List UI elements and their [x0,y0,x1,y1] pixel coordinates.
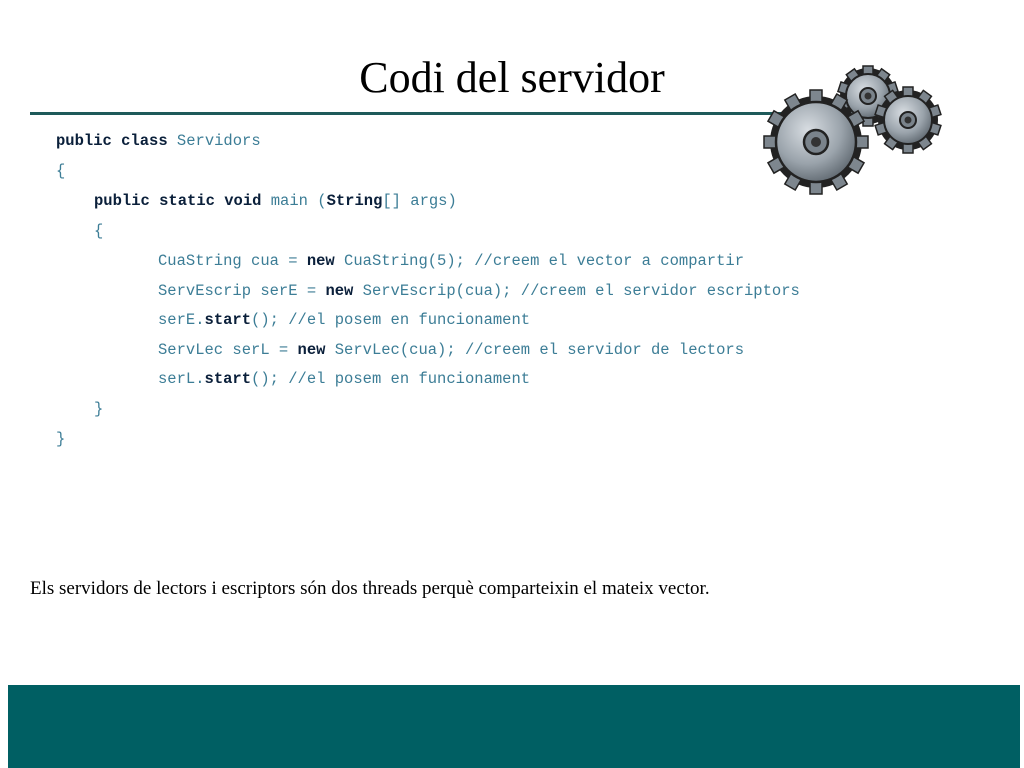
code-line [56,159,65,183]
code-keyword: String [326,192,383,210]
code-line [158,279,800,303]
code-line [94,219,103,243]
code-line [56,427,65,451]
code-keyword: public static void [94,192,262,210]
code-text: ServLec(cua); //creem el servidor de lectors [325,341,745,359]
code-line [94,397,103,421]
code-text: main ( [261,192,327,210]
code-line [158,249,744,273]
code-keyword: new [306,252,335,270]
code-text: ServEscrip(cua); //creem el servidor escriptors [353,282,800,300]
gears-icon [762,64,942,204]
code-text: serE. [158,311,205,329]
code-text: ServEscrip serE = [158,282,326,300]
code-keyword: new [325,282,354,300]
code-line [56,129,261,153]
code-text: CuaString(5); //creem el vector a compartir [334,252,745,270]
code-text: ServLec serL = [158,341,298,359]
code-text: [] args) [382,192,457,210]
code-line [158,308,530,332]
code-text: serL. [158,370,205,388]
slide-caption: Els servidors de lectors i escriptors són dos threads perquè comparteixin el mateix vector. [30,578,710,599]
slide-title: Codi del servidor [359,53,665,102]
code-text: { [94,222,104,240]
code-keyword: start [204,370,252,388]
code-keyword: start [204,311,252,329]
code-text: } [94,400,104,418]
title-divider [30,112,790,115]
code-keyword: public class [56,132,168,150]
code-text: Servidors [167,132,261,150]
footer-band [8,685,1020,768]
code-text: (); //el posem en funcionament [251,311,531,329]
code-line [158,367,530,391]
code-text: (); //el posem en funcionament [251,370,531,388]
code-text: { [56,162,66,180]
code-line [94,189,457,213]
code-text: CuaString cua = [158,252,307,270]
code-text: } [56,430,66,448]
code-line [158,338,744,362]
code-keyword: new [297,341,326,359]
